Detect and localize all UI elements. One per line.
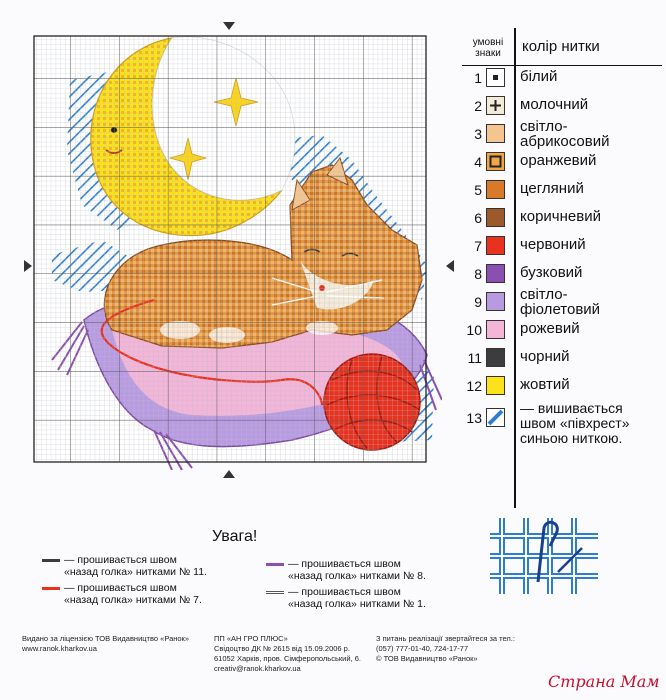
legend-header-color: колір нитки bbox=[522, 38, 600, 55]
swatch-1 bbox=[486, 68, 505, 87]
legend-label-12: жовтий bbox=[520, 376, 570, 393]
legend-label-9: світло- фіолетовий bbox=[520, 286, 601, 318]
legend-label-5: цегляний bbox=[520, 180, 584, 197]
legend-label-6: коричневий bbox=[520, 208, 601, 225]
swatch-6 bbox=[486, 208, 505, 227]
footer-printer: ПП «АН ГРО ПЛЮС» Свідоцтво ДК № 2615 від 15.09.2006 р. 61052 Харків, пров. Сімферопольський, 6. creativ@ranok.kharkov.ua bbox=[214, 634, 361, 673]
legend-row-5: 5 цегляний bbox=[474, 180, 584, 198]
legend-label-1: білий bbox=[520, 68, 558, 85]
notes-title: Увага! bbox=[212, 528, 258, 545]
legend-header-symbols: умовні знаки bbox=[472, 37, 504, 59]
legend-row-2: 2 молочний bbox=[474, 96, 589, 114]
legend-row-1: 1 білий bbox=[474, 68, 558, 86]
swatch-3 bbox=[486, 124, 505, 143]
legend-label-8: бузковий bbox=[520, 264, 583, 281]
legend-header bbox=[462, 28, 662, 66]
note-2-line-sample bbox=[42, 587, 60, 590]
legend-row-12: 12 жовтий bbox=[466, 376, 570, 394]
legend-label-10: рожевий bbox=[520, 320, 580, 337]
legend-row-11: 11 чорний bbox=[467, 348, 570, 366]
note-4-line-sample bbox=[266, 591, 284, 594]
legend-row-4: 4 оранжевий bbox=[474, 152, 597, 170]
footer-contacts: З питань реалізації звертайтеся за тел.: (057) 777-01-40, 724-17-77 © ТОВ Видавництво «Ранок» bbox=[376, 634, 515, 663]
legend-row-13: 13 — вишивається швом «півхрест» синьою ниткою. bbox=[466, 400, 630, 446]
swatch-2 bbox=[486, 96, 505, 115]
watermark: Страна Мам bbox=[548, 672, 660, 691]
cross-stitch-pattern bbox=[22, 30, 442, 470]
legend-label-3: світло- абрикосовий bbox=[520, 118, 610, 150]
legend-row-7: 7 червоний bbox=[474, 236, 586, 254]
legend-label-11: чорний bbox=[520, 348, 570, 365]
legend-row-8: 8 бузковий bbox=[474, 264, 583, 282]
legend-label-13: — вишивається швом «півхрест» синьою ниткою. bbox=[520, 400, 630, 446]
swatch-4 bbox=[486, 152, 505, 171]
legend-label-4: оранжевий bbox=[520, 152, 597, 169]
legend-row-6: 6 коричневий bbox=[474, 208, 601, 226]
swatch-12 bbox=[486, 376, 505, 395]
swatch-9 bbox=[486, 292, 505, 311]
swatch-8 bbox=[486, 264, 505, 283]
swatch-5 bbox=[486, 180, 505, 199]
center-marker-right bbox=[446, 260, 454, 272]
publisher-logo-icon bbox=[486, 512, 602, 600]
legend-label-2: молочний bbox=[520, 96, 589, 113]
note-3-line-sample bbox=[266, 563, 284, 566]
swatch-11 bbox=[486, 348, 505, 367]
center-marker-bottom bbox=[223, 470, 235, 478]
footer-license: Видано за ліцензією ТОВ Видавництво «Ранок» www.ranok.kharkov.ua bbox=[22, 634, 190, 653]
note-1-line-sample bbox=[42, 559, 60, 562]
legend-row-3: 3 світло- абрикосовий bbox=[474, 118, 610, 150]
center-marker-top bbox=[223, 22, 235, 30]
swatch-13 bbox=[486, 408, 505, 427]
swatch-7 bbox=[486, 236, 505, 255]
color-legend bbox=[462, 28, 662, 446]
center-marker-left bbox=[24, 260, 32, 272]
legend-label-7: червоний bbox=[520, 236, 586, 253]
legend-row-10: 10 рожевий bbox=[466, 320, 580, 338]
swatch-10 bbox=[486, 320, 505, 339]
legend-row-9: 9 світло- фіолетовий bbox=[474, 286, 601, 318]
